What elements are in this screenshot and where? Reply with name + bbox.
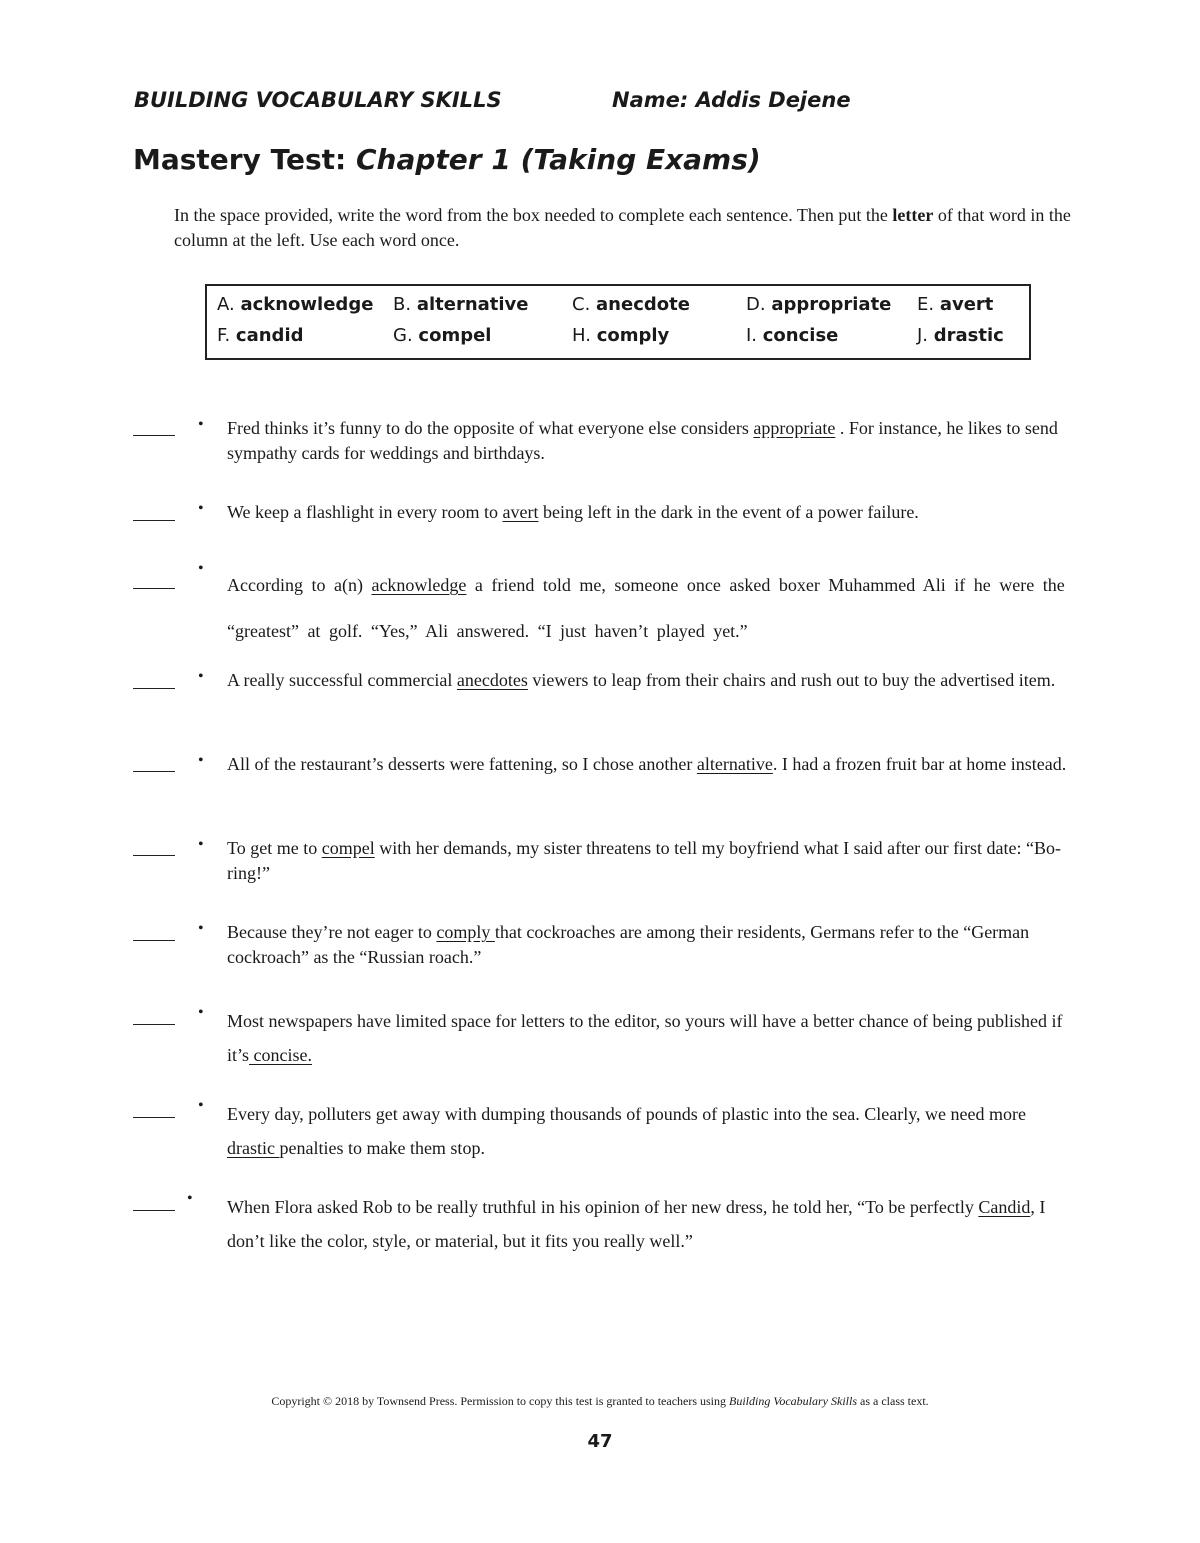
word-option: E. avert — [917, 294, 994, 315]
question-item: According to a(n) acknowledge a friend told me, someone once asked boxer Muhammed Ali if he were the “greatest” at golf. “Yes,” Ali answered. “I just haven’t played yet.” — [227, 575, 1065, 641]
bullet: • — [198, 752, 204, 769]
question-item: Every day, polluters get away with dumping thousands of pounds of plastic into the sea. Clearly, we need more drastic penalties to make them stop. — [227, 1104, 1026, 1158]
filled-answer: acknowledge — [371, 575, 467, 595]
answer-blank[interactable] — [133, 588, 175, 589]
answer-blank[interactable] — [133, 940, 175, 941]
bullet: • — [198, 668, 204, 685]
student-name: Name: Addis Dejene — [612, 88, 851, 112]
instructions-text-2: of that word in the column at the left. Use each word once. — [174, 205, 1071, 250]
answer-blank[interactable] — [133, 1210, 175, 1211]
answer-blank[interactable] — [133, 1024, 175, 1025]
bullet: • — [187, 1190, 193, 1207]
word-box — [205, 284, 1031, 360]
bullet: • — [198, 836, 204, 853]
question-item: We keep a flashlight in every room to avert being left in the dark in the event of a power failure. — [227, 502, 919, 522]
answer-blank[interactable] — [133, 1117, 175, 1118]
filled-answer: appropriate — [753, 418, 836, 438]
page-title — [133, 143, 761, 176]
answer-blank[interactable] — [133, 435, 175, 436]
question-item: All of the restaurant’s desserts were fattening, so I chose another alternative. I had a frozen fruit bar at home instead. — [227, 754, 1067, 774]
word-option: H. comply — [572, 325, 670, 346]
bullet: • — [198, 560, 204, 577]
bullet: • — [198, 500, 204, 517]
filled-answer: alternative — [696, 754, 773, 774]
bullet: • — [198, 920, 204, 937]
question-item: To get me to compel with her demands, my sister threatens to tell my boyfriend what I said after our first date: “Bo-ring!” — [227, 838, 1062, 883]
question-item: Because they’re not eager to comply that cockroaches are among their residents, Germans refer to the “German cockroach” as the “Russian roach.” — [227, 922, 1030, 967]
word-option: C. anecdote — [572, 294, 690, 315]
bullet: • — [198, 416, 204, 433]
title-subtitle: Chapter 1 (Taking Exams) — [355, 143, 761, 176]
instructions-bold: letter — [892, 205, 934, 225]
filled-answer: avert — [502, 502, 539, 522]
word-option: B. alternative — [393, 294, 529, 315]
question-item: A really successful commercial anecdotes viewers to leap from their chairs and rush out to buy the advertised item. — [227, 670, 1056, 690]
copyright-footer: Copyright © 2018 by Townsend Press. Permission to copy this test is granted to teachers using Building Vocabulary Skills as a class text. — [271, 1394, 929, 1408]
filled-answer: anecdotes — [456, 670, 528, 690]
filled-answer: comply — [436, 922, 495, 942]
bullet: • — [198, 1004, 204, 1021]
answer-blank[interactable] — [133, 855, 175, 856]
word-option: G. compel — [393, 325, 492, 346]
instructions — [174, 203, 1074, 253]
filled-answer: concise. — [249, 1045, 312, 1065]
instructions-text-1: In the space provided, write the word from the box needed to complete each sentence. Then put the — [174, 205, 888, 225]
filled-answer: Candid — [978, 1197, 1031, 1217]
page-number: 47 — [587, 1431, 613, 1452]
question-item: When Flora asked Rob to be really truthful in his opinion of her new dress, he told her, “To be perfectly Candid, I don’t like the color, style, or material, but it fits you really well.” — [227, 1197, 1046, 1251]
word-option: J. drastic — [917, 325, 1004, 346]
word-option: A. acknowledge — [217, 294, 374, 315]
word-option: F. candid — [217, 325, 304, 346]
answer-blank[interactable] — [133, 688, 175, 689]
question-item: Fred thinks it’s funny to do the opposite of what everyone else considers appropriate . For instance, he likes to send sympathy cards for weddings and birthdays. — [227, 418, 1058, 463]
answer-blank[interactable] — [133, 520, 175, 521]
word-option: I. concise — [746, 325, 839, 346]
answer-blank[interactable] — [133, 771, 175, 772]
question-item: Most newspapers have limited space for letters to the editor, so yours will have a better chance of being published if it’s concise. — [227, 1011, 1063, 1065]
bullet: • — [198, 1097, 204, 1114]
word-option: D. appropriate — [746, 294, 892, 315]
title-main: Mastery Test: — [133, 143, 347, 176]
filled-answer: compel — [321, 838, 375, 858]
series-title: BUILDING VOCABULARY SKILLS — [134, 88, 502, 112]
filled-answer: drastic — [227, 1138, 280, 1158]
